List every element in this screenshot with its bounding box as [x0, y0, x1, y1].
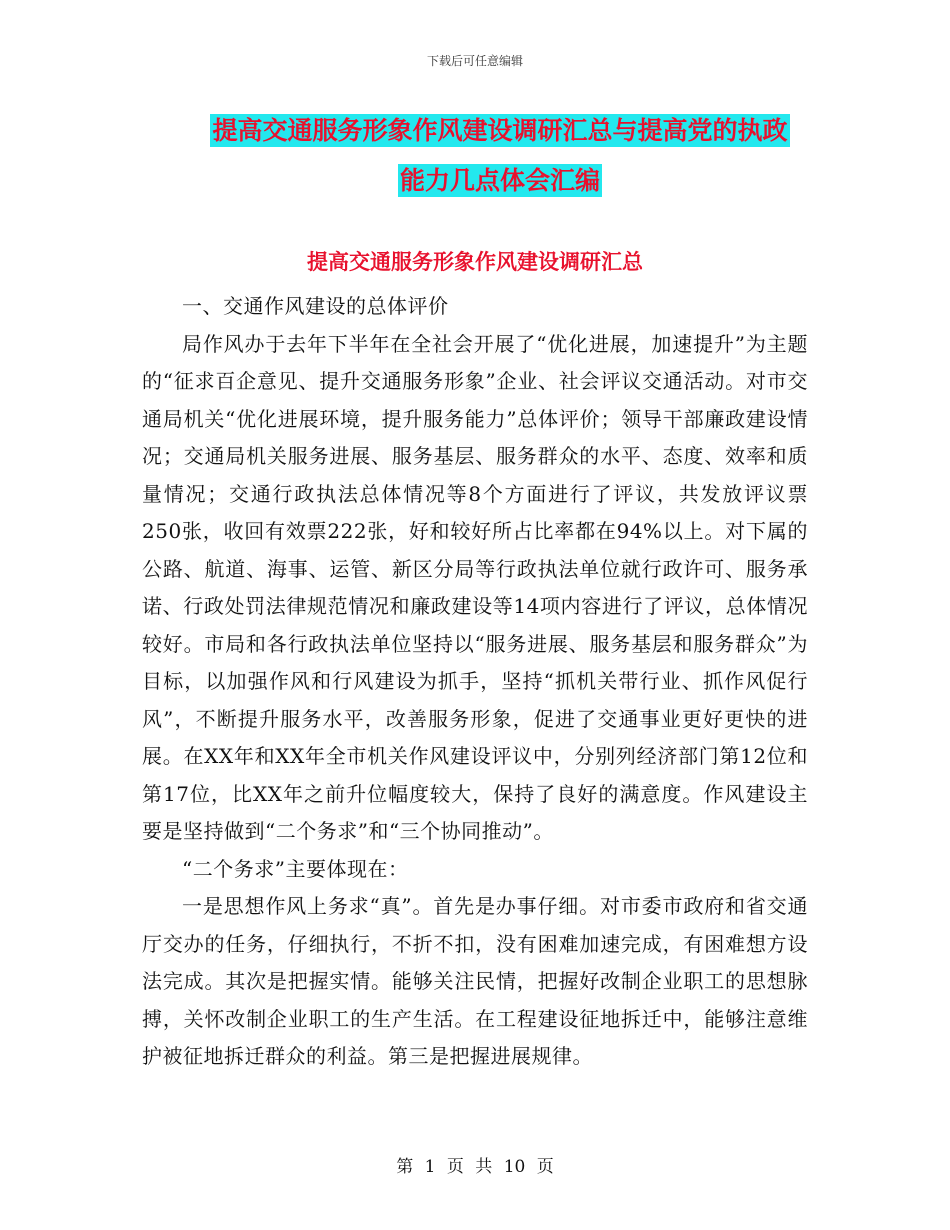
main-title-line1: 提高交通服务形象作风建设调研汇总与提高党的执政 — [212, 116, 788, 145]
main-title — [140, 106, 860, 206]
paragraph: 一是思想作风上务求“真”。首先是办事仔细。对市委市政府和省交通厅交办的任务，仔细执行，不折不扣，没有困难加速完成，有困难想方设法完成。其次是把握实情。能够关注民情，把握好改制企业职工的思想脉搏，关怀改制企业职工的生产生活。在工程建设征地拆迁中，能够注意维护被征地拆迁群众的利益。第三是把握进展规律。 — [142, 894, 808, 1068]
paragraph: 局作风办于去年下半年在全社会开展了“优化进展，加速提升”为主题的“征求百企意见、提升交通服务形象”企业、社会评议交通活动。对市交通局机关“优化进展环境，提升服务能力”总体评价；领导干部廉政建设情况；交通局机关服务进展、服务基层、服务群众的水平、态度、效率和质量情况；交通行政执法总体情况等8个方面进行了评议，共发放评议票250张，收回有效票222张，好和较好所占比率都在94%以上。对下属的公路、航道、海事、运管、新区分局等行政执法单位就行政许可、服务承诺、行政处罚法律规范情况和廉政建设等14项内容进行了评议，总体情况较好。市局和各行政执法单位坚持以“服务进展、服务基层和服务群众”为目标，以加强作风和行风建设为抓手，坚持“抓机关带行业、抓作风促行风”，不断提升服务水平，改善服务形象，促进了交通事业更好更快的进展。在XX年和XX年全市机关作风建设评议中，分别列经济部门第12位和第17位，比XX年之前升位幅度较大，保持了良好的满意度。作风建设主要是坚持做到“二个务求”和“三个协同推动”。 — [142, 331, 808, 843]
header-note: 下载后可任意编辑 — [426, 54, 523, 68]
section-title: 提高交通服务形象作风建设调研汇总 — [307, 250, 643, 274]
paragraph: “二个务求”主要体现在： — [182, 856, 409, 881]
main-title-line2: 能力几点体会汇编 — [399, 166, 600, 195]
paragraph-section-heading: 一、交通作风建设的总体评价 — [182, 294, 449, 318]
page-footer: 第 1 页 共 10 页 — [396, 1157, 554, 1177]
body-text — [142, 288, 808, 1076]
